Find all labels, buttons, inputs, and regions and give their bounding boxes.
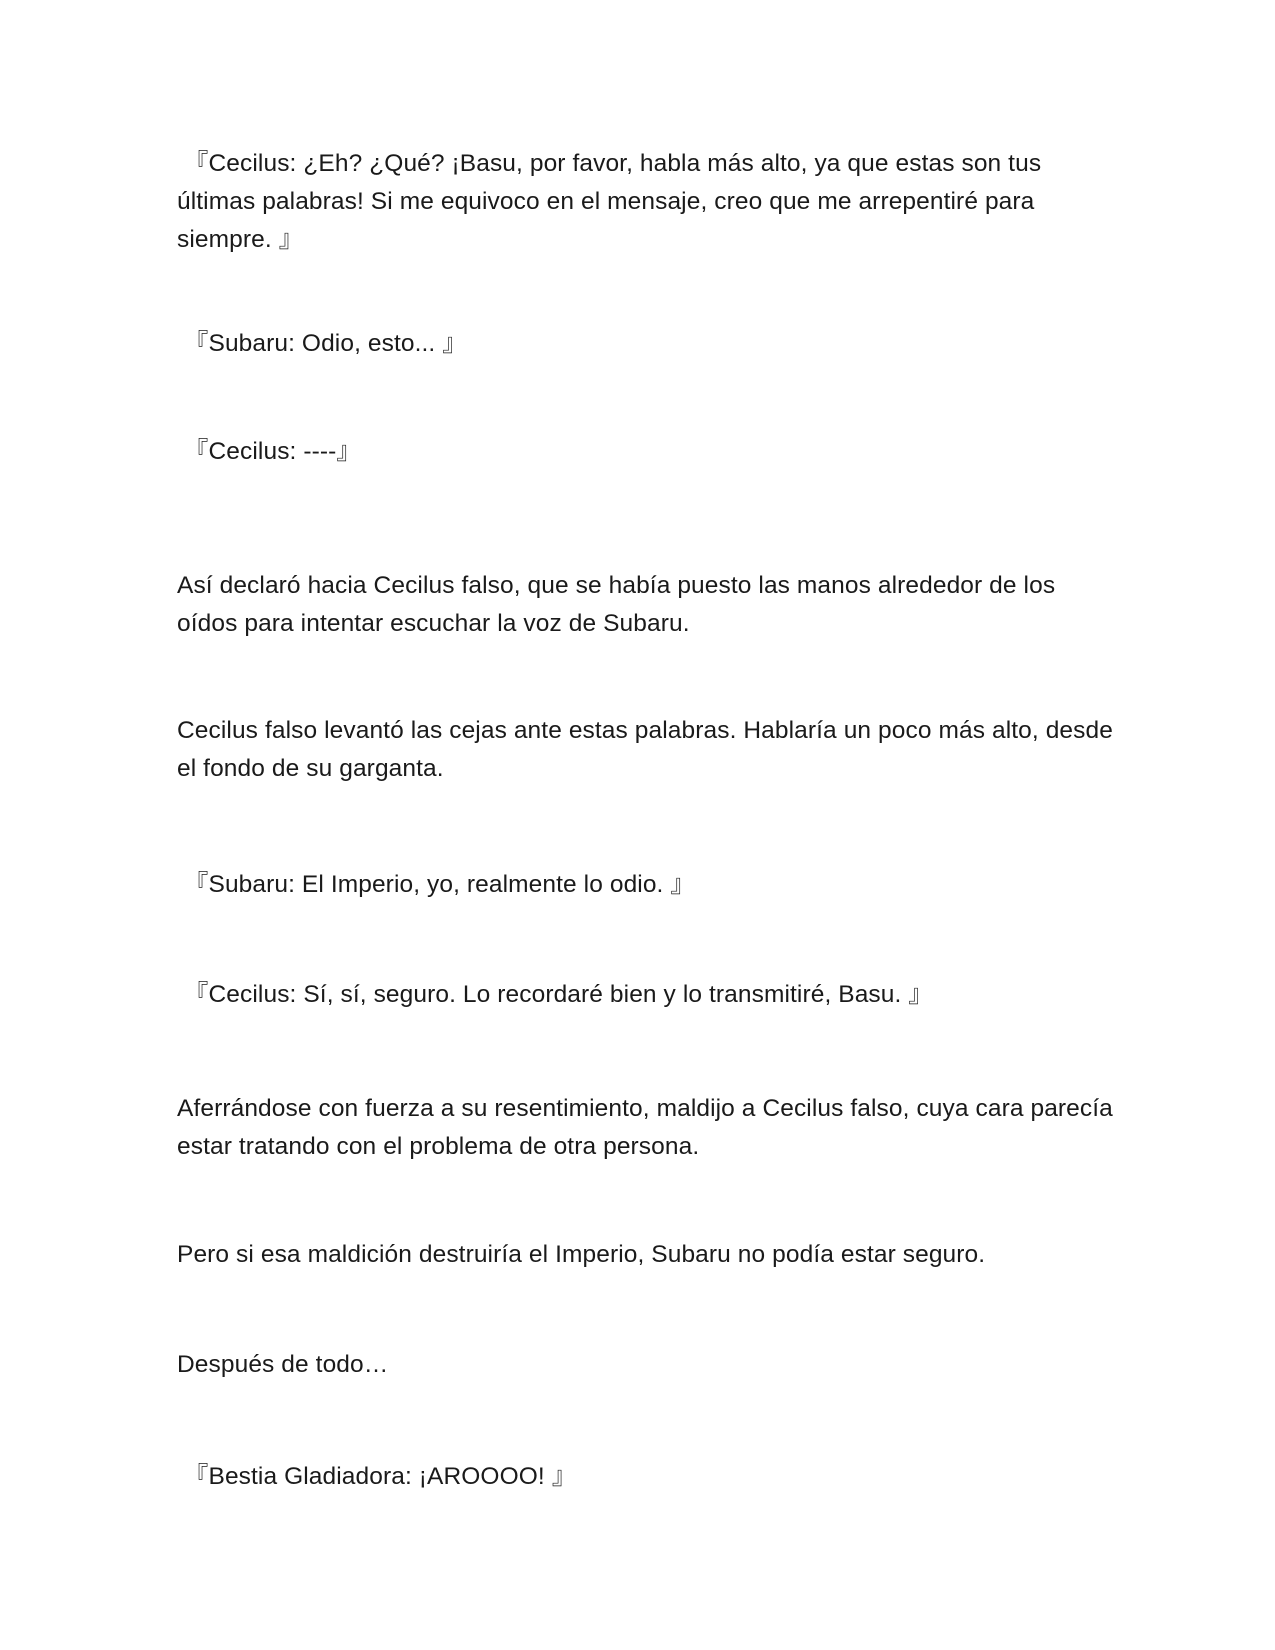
paragraph-dialogue: 『Subaru: Odio, esto... 』 xyxy=(177,330,467,357)
paragraph-narration: Después de todo… xyxy=(177,1351,389,1378)
paragraph-dialogue: 『Bestia Gladiadora: ¡AROOOO! 』 xyxy=(177,1463,577,1490)
paragraph-dialogue: 『Cecilus: Sí, sí, seguro. Lo recordaré bien y lo transmitiré, Basu. 』 xyxy=(177,981,933,1008)
paragraph-dialogue: 『Subaru: El Imperio, yo, realmente lo odio. 』 xyxy=(177,871,695,898)
paragraph-dialogue: 『Cecilus: ¿Eh? ¿Qué? ¡Basu, por favor, habla más alto, ya que estas son tus últimas palabras! Si me equivoco en el mensaje, creo que me arrepentiré para siempre. 』 xyxy=(177,150,1049,253)
paragraph-narration: Aferrándose con fuerza a su resentimiento, maldijo a Cecilus falso, cuya cara parecía estar tratando con el problema de otra persona. xyxy=(177,1095,1120,1160)
paragraph-narration: Así declaró hacia Cecilus falso, que se había puesto las manos alrededor de los oídos para intentar escuchar la voz de Subaru. xyxy=(177,572,1063,637)
paragraph-narration: Cecilus falso levantó las cejas ante estas palabras. Hablaría un poco más alto, desde el fondo de su garganta. xyxy=(177,717,1120,782)
paragraph-narration: Pero si esa maldición destruiría el Imperio, Subaru no podía estar seguro. xyxy=(177,1241,986,1268)
paragraph-dialogue: 『Cecilus: ----』 xyxy=(177,438,361,465)
